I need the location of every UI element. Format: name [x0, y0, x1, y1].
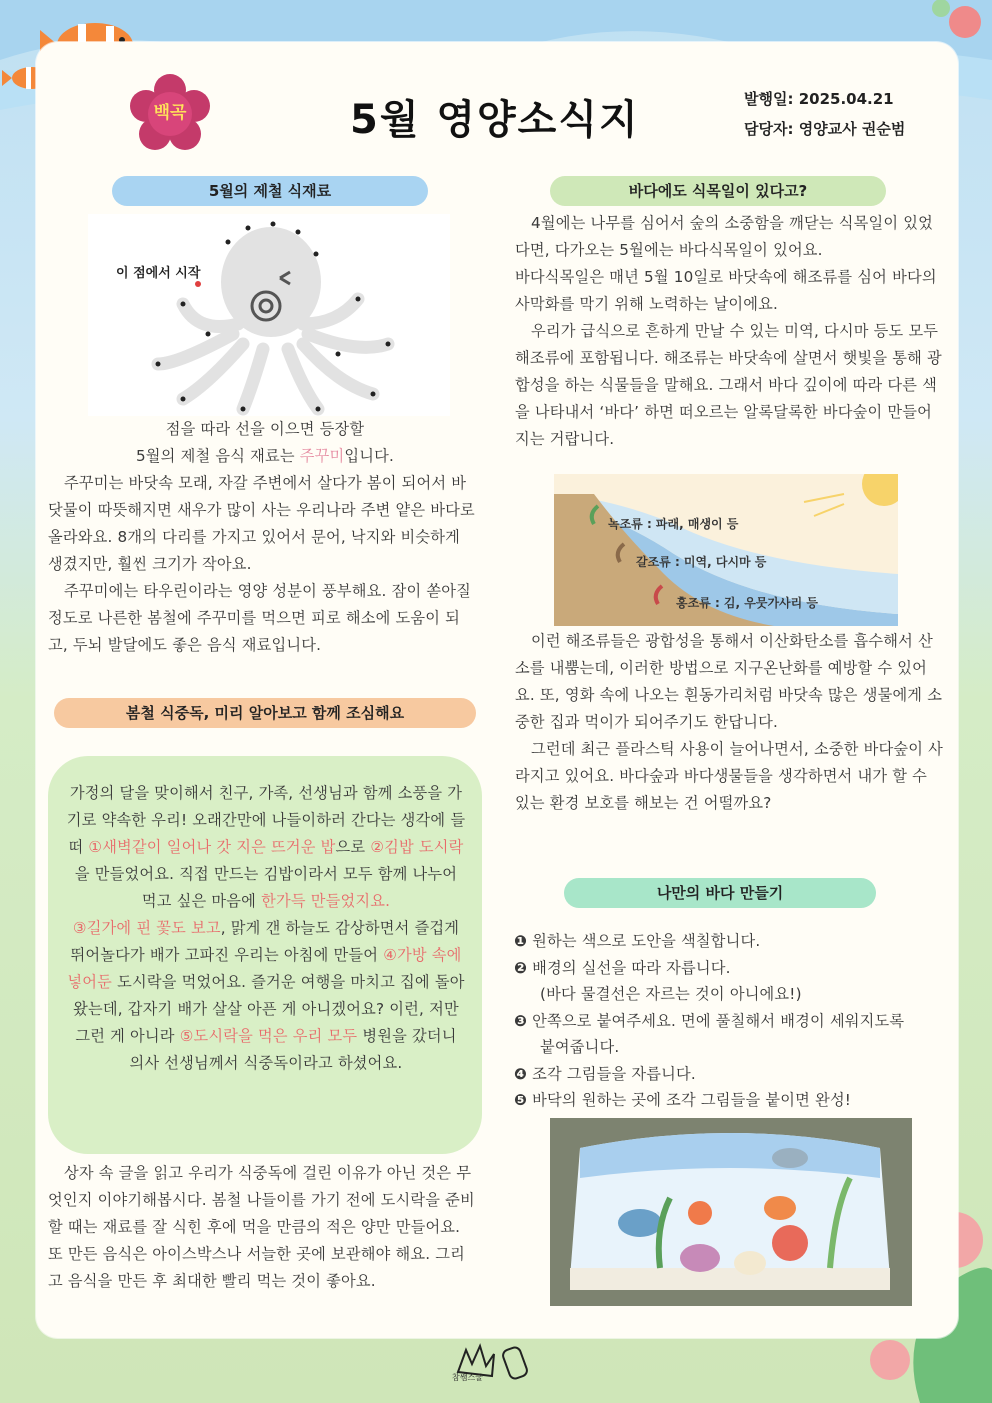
issue-date: 발행일: 2025.04.21 [744, 90, 894, 108]
reason-4: ④가방 속에 넣어둔 [67, 946, 462, 991]
sea-paragraph-2: 바다식목일은 매년 5월 10일로 바닷속에 해조류를 심어 바다의 사막화를 막기 위해 노력하는 날이에요. [515, 268, 937, 313]
section-heading-sea-arbor-day: 바다에도 식목일이 있다고? [550, 176, 886, 206]
reason-2: ②김밥 도시락 [370, 838, 464, 856]
step-5: ❺ 바닥의 원하는 곳에 조각 그림들을 붙이면 완성! [514, 1091, 852, 1109]
step-4: ❹ 조각 그림들을 자릅니다. [514, 1064, 696, 1083]
reason-extra: 한가득 만들었지요. [261, 892, 391, 910]
section-heading-make-sea: 나만의 바다 만들기 [564, 878, 876, 908]
label-red-algae: 홍조류 : 김, 우뭇가사리 등 [676, 596, 818, 610]
step-3: ❸ 안쪽으로 붙여주세요. 면에 풀칠해서 배경이 세워지도록 [514, 1011, 905, 1030]
step-1: ❶ 원하는 색으로 도안을 색칠합니다. [514, 932, 761, 950]
reason-5: ⑤도시락을 먹은 우리 모두 [179, 1027, 358, 1045]
sea-craft-photo [550, 1118, 912, 1306]
sea-paragraph-4: 이런 해조류들은 광합성을 통해서 이산화탄소를 흡수해서 산소를 내뿜는데, 이러한 방법으로 지구온난화를 예방할 수 있어요. 또, 영화 속에 나오는 흰동가리처럼 바닷속 많은 생물에게 소중한 집과 먹이가 되어주기도 한답니다. [515, 632, 943, 731]
octopus-dot-puzzle-image [88, 214, 450, 416]
step-2-note: (바다 물결선은 자르는 것이 아니에요!) [540, 985, 802, 1003]
sea-paragraph-5: 그런데 최근 플라스틱 사용이 늘어나면서, 소중한 바다숲이 사라지고 있어요. 바다숲과 바다생물들을 생각하면서 내가 할 수 있는 환경 보호를 해보는 건 어떨까요? [515, 740, 943, 812]
page-title: 5월 영양소식지 [350, 97, 640, 143]
sea-paragraph-1: 4월에는 나무를 심어서 숲의 소중함을 깨닫는 식목일이 있었다면, 다가오는 5월에는 바다식목일이 있어요. [515, 214, 933, 259]
manager-name: 담당자: 영양교사 권순범 [744, 120, 906, 138]
section-heading-food-poisoning: 봄철 식중독, 미리 알아보고 함께 조심해요 [54, 698, 476, 728]
footer-logo-text: 참쌤스쿨 [452, 1373, 483, 1382]
seasonal-paragraph-1: 주꾸미는 바닷속 모래, 자갈 주변에서 살다가 봄이 되어서 바닷물이 따뜻해지면 새우가 많이 사는 우리나라 주변 얕은 바다로 올라와요. 8개의 다리를 가지고 있어서 문어, 낙지와 비슷하게 생겼지만, 훨씬 크기가 작아요. [48, 474, 475, 573]
story-text: 가정의 달을 맞이해서 친구, 가족, 선생님과 함께 소풍을 가기로 약속한 우리! 오래간만에 나들이하러 간다는 생각에 들떠 ①새벽같이 일어나 갓 지은 뜨거운 밥으로 ②김밥 도시락을 만들었어요. 직접 만드는 김밥이라서 모두 함께 나누어 먹고 싶은 마음에 한가득 만들었지요. ③길가에 핀 꽃도 보고, 맑게 갠 하늘도 감상하면서 즐겁게 뛰어놀다가 배가 고파진 우리는 아침에 만들어 ④가방 속에 넣어둔 도시락을 먹었어요. 즐거운 여행을 마치고 집에 돌아왔는데, 갑자기 배가 살살 아픈 게 아니겠어요? 이런, 저만 그런 게 아니라 ⑤도시락을 먹은 우리 모두 병원을 갔더니 의사 선생님께서 식중독이라고 하셨어요. [66, 784, 466, 1072]
step-2: ❷ 배경의 실선을 따라 자릅니다. [514, 958, 731, 977]
reason-3: ③길가에 핀 꽃도 보고 [72, 919, 221, 937]
puzzle-caption: 점을 따라 선을 이으면 등장할 [165, 420, 365, 438]
label-brown-algae: 갈조류 : 미역, 다시마 등 [636, 555, 767, 569]
food-poisoning-closing: 상자 속 글을 읽고 우리가 식중독에 걸린 이유가 아닌 것은 무엇인지 이야기해봅시다. 봄철 나들이를 가기 전에 도시락을 준비할 때는 재료를 잘 식힌 후에 먹을 만큼의 적은 양만 만들어요. 또 만든 음식은 아이스박스나 서늘한 곳에 보관해야 해요. 그리고 음식을 만든 후 최대한 빨리 먹는 것이 좋아요. [48, 1164, 475, 1290]
sea-paragraph-3: 우리가 급식으로 흔하게 만날 수 있는 미역, 다시마 등도 모두 해조류에 포함됩니다. 해조류는 바닷속에 살면서 햇빛을 통해 광합성을 하는 식물들을 말해요. 그래서 바다 깊이에 따라 다른 색을 나타내서 ‘바다’ 하면 떠오르는 알록달록한 바다숲이 만들어지는 거랍니다. [515, 322, 942, 448]
step-3-cont: 붙여줍니다. [540, 1038, 620, 1056]
image-start-label: 이 점에서 시작 [116, 266, 201, 281]
highlight-jukkumi: 주꾸미 [299, 447, 345, 465]
seasonal-intro: 5월의 제철 음식 재료는 주꾸미입니다. [135, 447, 395, 465]
school-badge-label: 백곡 [153, 103, 187, 123]
label-green-algae: 녹조류 : 파래, 매생이 등 [608, 517, 739, 531]
seasonal-paragraph-2: 주꾸미에는 타우린이라는 영양 성분이 풍부해요. 잠이 쏟아질 정도로 나른한 봄철에 주꾸미를 먹으면 피로 해소에 도움이 되고, 두뇌 발달에도 좋은 음식 재료입니다. [48, 582, 471, 654]
reason-1: ①새벽같이 일어나 갓 지은 뜨거운 밥 [88, 838, 336, 856]
section-heading-seasonal: 5월의 제철 식재료 [112, 176, 428, 206]
